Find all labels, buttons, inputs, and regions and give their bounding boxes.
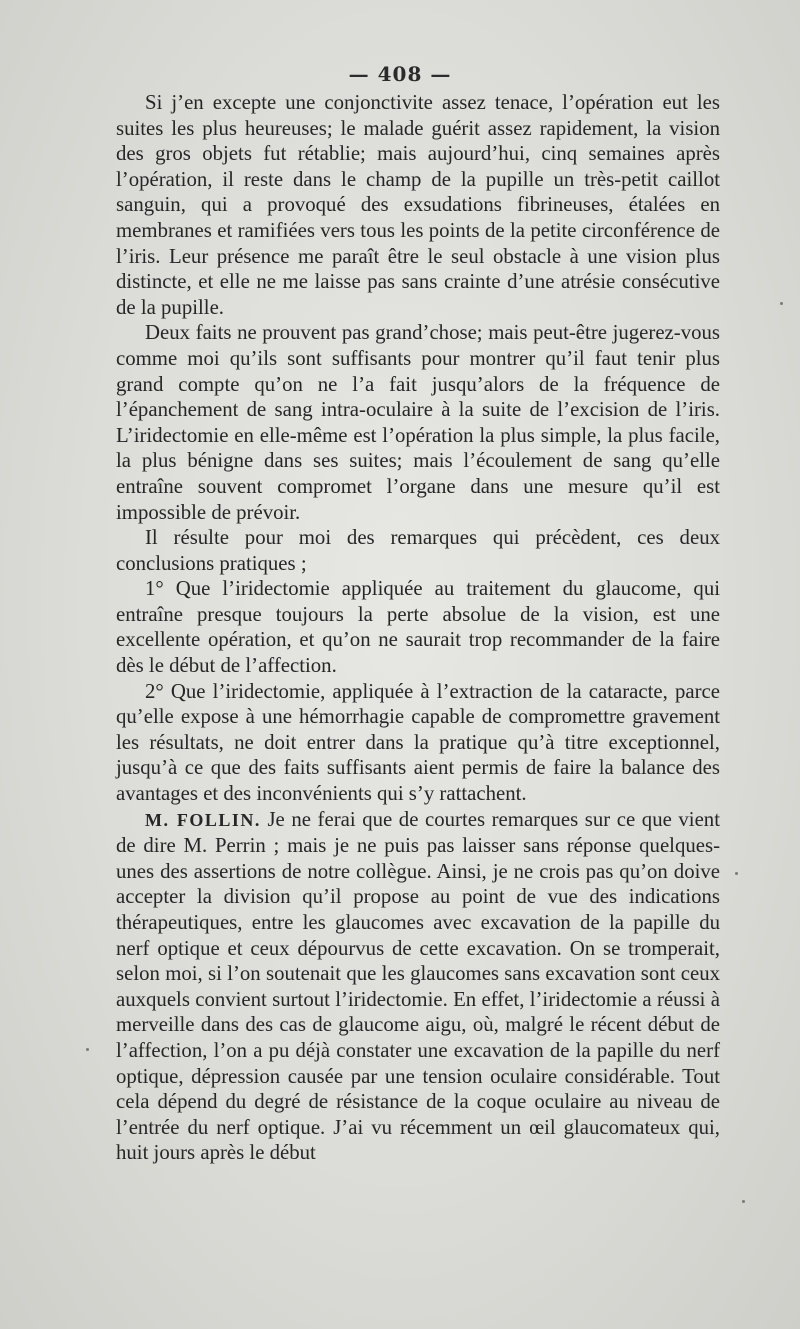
paragraph-6 bbox=[116, 807, 720, 1166]
paragraph-6-text: Je ne ferai que de courtes remarques sur ce que vient de dire M. Perrin ; mais je ne puis pas laisser sans réponse quelques-unes des assertions de notre collègue. Ainsi, je ne crois pas qu’on doive accepter la division qu’il propose au point de vue des indications thérapeutiques, entre les glaucomes avec excavation de la papille du nerf optique et ceux dépourvus de cette excavation. On se tromperait, selon moi, si l’on soutenait que les glaucomes sans excavation sont ceux auxquels convient surtout l’iridectomie. En effet, l’iridectomie a réussi à merveille dans des cas de glaucome aigu, où, malgré le récent début de l’affection, l’on a pu déjà constater une excavation de la papille du nerf optique, dépression causée par une tension oculaire considérable. Tout cela dépend du degré de résistance de la coque oculaire au niveau de l’entrée du nerf optique. J’ai vu récemment un œil glaucomateux qui, huit jours après le début bbox=[116, 807, 720, 1165]
paper-speck bbox=[780, 302, 783, 305]
paper-speck bbox=[86, 1048, 89, 1051]
page-number: — 408 — bbox=[348, 62, 452, 86]
body-text bbox=[116, 90, 720, 1166]
paragraph-2: Deux faits ne prouvent pas grand’chose; mais peut-être jugerez-vous comme moi qu’ils sont suffisants pour montrer qu’il faut tenir plus grand compte qu’on ne l’a fait jusqu’alors de la fréquence de l’épanchement de sang intra-oculaire à la suite de l’excision de l’iris. L’iridectomie en elle-même est l’opération la plus simple, la plus facile, la plus bénigne dans ses suites; mais l’écoulement de sang qu’elle entraîne souvent compromet l’organe dans une mesure qu’il est impossible de prévoir. bbox=[116, 321, 720, 524]
paragraph-4: 1° Que l’iridectomie appliquée au traitement du glaucome, qui entraîne presque toujours la perte absolue de la vision, est une excellente opération, et qu’on ne saurait trop recommander de la faire dès le début de l’affection. bbox=[116, 577, 720, 678]
paragraph-5: 2° Que l’iridectomie, appliquée à l’extraction de la cataracte, parce qu’elle expose à une hémorrhagie capable de compromettre gravement les résultats, ne doit entrer dans la pratique qu’à titre exceptionnel, jusqu’à ce que des faits suffisants aient permis de faire la balance des avantages et des inconvénients qui s’y rattachent. bbox=[116, 679, 720, 806]
paragraph-3: Il résulte pour moi des remarques qui précèdent, ces deux conclusions pratiques ; bbox=[116, 526, 720, 575]
paper-speck bbox=[735, 872, 738, 875]
speaker-name: M. FOLLIN. bbox=[145, 809, 261, 830]
paper-speck bbox=[742, 1200, 745, 1203]
paragraph-1: Si j’en excepte une conjonctivite assez tenace, l’opération eut les suites les plus heureuses; le malade guérit assez rapidement, la vision des gros objets fut rétablie; mais aujourd’hui, cinq semaines après l’opération, il reste dans le champ de la pupille un très-petit caillot sanguin, qui a provoqué des exsudations fibrineuses, étalées en membranes et ramifiées vers tous les points de la petite circonférence de l’iris. Leur présence me paraît être le seul obstacle à une vision plus distincte, et elle ne me laisse pas sans crainte d’une atrésie consécutive de la pupille. bbox=[116, 91, 720, 319]
